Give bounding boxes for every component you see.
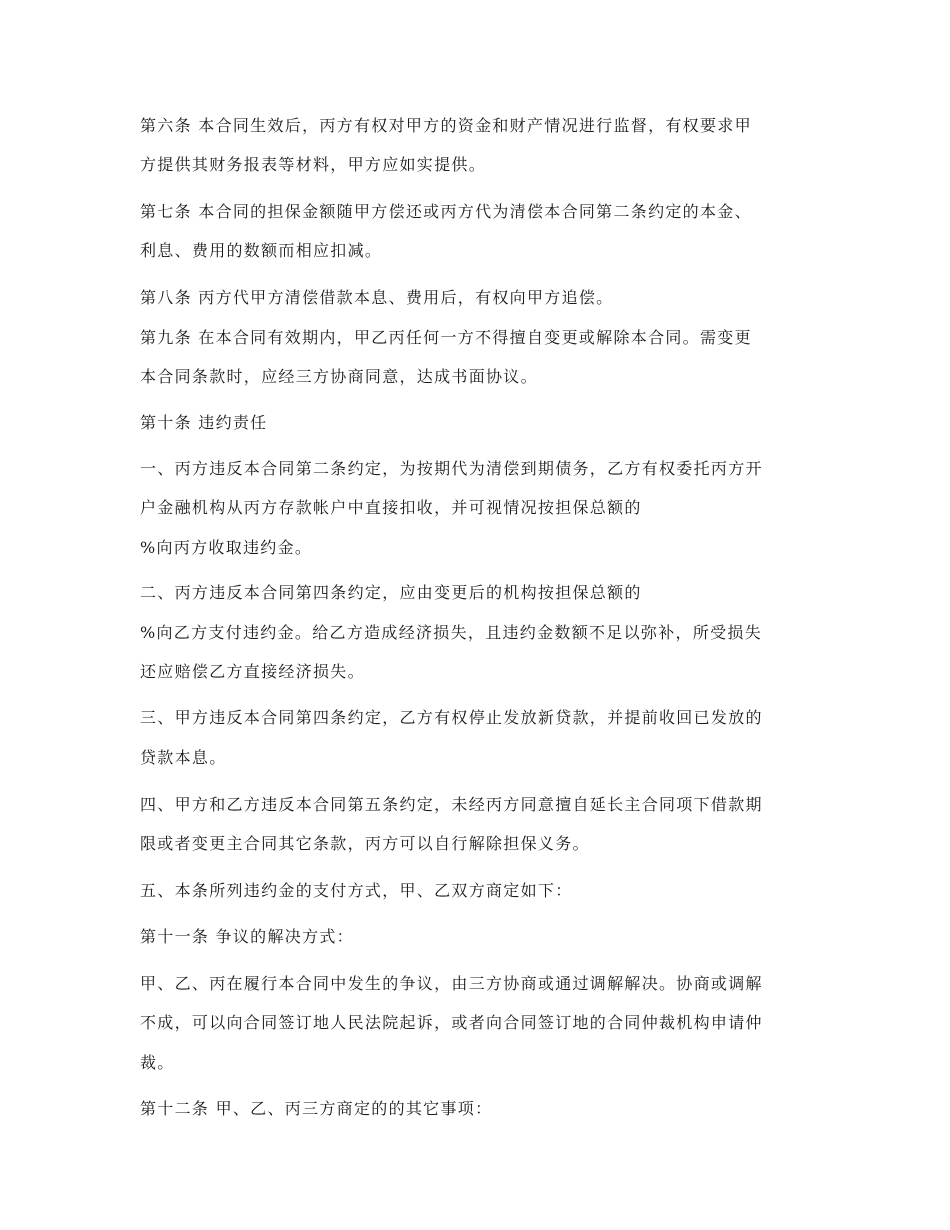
- clause-10-heading: 第十条 违约责任: [140, 413, 268, 432]
- clause-10-item-3-line-1: 三、甲方违反本合同第四条约定，乙方有权停止发放新贷款，并提前收回已发放的: [140, 708, 763, 727]
- clause-11-body-line-1: 甲、乙、丙在履行本合同中发生的争议，由三方协商或通过调解解决。协商或调解: [140, 974, 763, 993]
- clause-7-line-2: 利息、费用的数额而相应扣减。: [140, 241, 383, 260]
- clause-9-line-2: 本合同条款时，应经三方协商同意，达成书面协议。: [140, 367, 538, 386]
- clause-11-heading: 第十一条 争议的解决方式：: [140, 927, 354, 946]
- clause-11-body-line-3: 裁。: [140, 1053, 175, 1072]
- clause-10-item-1-line-1: 一、丙方违反本合同第二条约定，为按期代为清偿到期债务，乙方有权委托丙方开: [140, 459, 763, 478]
- clause-11-body-line-2: 不成，可以向合同签订地人民法院起诉，或者向合同签订地的合同仲裁机构申请仲: [140, 1013, 763, 1032]
- clause-7-line-1: 第七条 本合同的担保金额随甲方偿还或丙方代为清偿本合同第二条约定的本金、: [140, 202, 752, 221]
- clause-10-item-4-line-1: 四、甲方和乙方违反本合同第五条约定，未经丙方同意擅自延长主合同项下借款期: [140, 795, 763, 814]
- clause-6-line-1: 第六条 本合同生效后，丙方有权对甲方的资金和财产情况进行监督，有权要求甲: [140, 116, 752, 135]
- clause-10-item-5-line-1: 五、本条所列违约金的支付方式，甲、乙双方商定如下：: [140, 881, 573, 900]
- clause-10-item-1-line-3: %向丙方收取违约金。: [140, 538, 313, 557]
- clause-10-item-3-line-2: 贷款本息。: [140, 748, 227, 767]
- clause-10-item-2-line-3: 还应赔偿乙方直接经济损失。: [140, 662, 365, 681]
- clause-6-line-2: 方提供其财务报表等材料，甲方应如实提供。: [140, 155, 487, 174]
- clause-12-heading: 第十二条 甲、乙、丙三方商定的的其它事项：: [140, 1099, 493, 1118]
- clause-8-line-1: 第八条 丙方代甲方清偿借款本息、费用后，有权向甲方追偿。: [140, 288, 614, 307]
- clause-10-item-4-line-2: 限或者变更主合同其它条款，丙方可以自行解除担保义务。: [140, 834, 590, 853]
- clause-9-line-1: 第九条 在本合同有效期内，甲乙丙任何一方不得擅自变更或解除本合同。需变更: [140, 328, 752, 347]
- clause-10-item-2-line-2: %向乙方支付违约金。给乙方造成经济损失，且违约金数额不足以弥补，所受损失: [140, 623, 763, 642]
- clause-10-item-2-line-1: 二、丙方违反本合同第四条约定，应由变更后的机构按担保总额的: [140, 583, 642, 602]
- clause-10-item-1-line-2: 户金融机构从丙方存款帐户中直接扣收，并可视情况按担保总额的: [140, 498, 642, 517]
